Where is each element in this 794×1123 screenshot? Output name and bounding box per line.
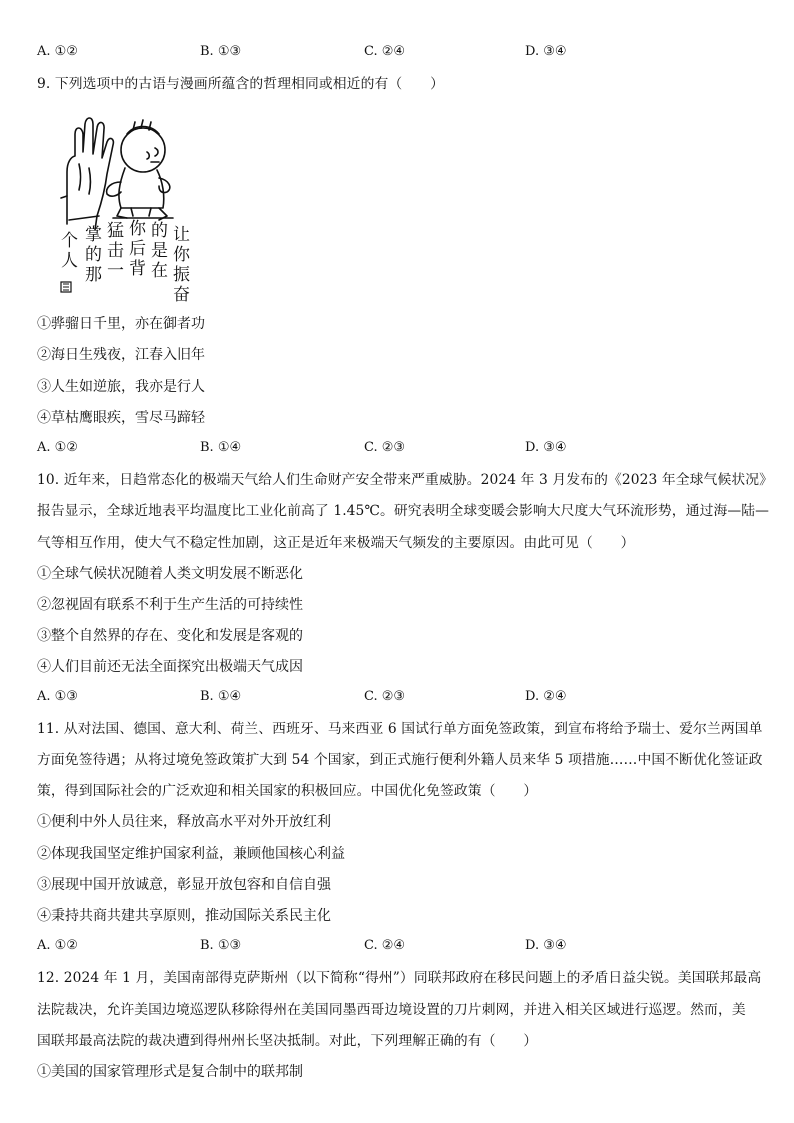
q10-item-2: ②忽视固有联系不利于生产生活的可持续性 [37,597,303,613]
svg-text:击: 击 [107,241,124,261]
svg-text:人: 人 [61,251,78,271]
q10-item-3: ③整个自然界的存在、变化和发展是客观的 [37,628,303,644]
q12-item-1: ①美国的国家管理形式是复合制中的联邦制 [37,1064,303,1080]
q9-option-b[interactable]: B. ①④ [200,440,242,455]
option-b[interactable]: B. ①③ [200,44,242,59]
svg-text:个: 个 [61,231,78,251]
q11-item-1: ①便利中外人员往来，释放高水平对外开放红利 [37,814,331,830]
svg-text:奋: 奋 [173,285,190,302]
question-9-stem: 9. 下列选项中的古语与漫画所蕴含的哲理相同或相近的有（ ） [37,76,444,92]
option-c[interactable]: C. ②④ [364,44,406,59]
svg-text:你: 你 [173,245,190,265]
svg-text:后: 后 [129,239,146,259]
question-11-stem-line-2: 方面免签待遇；从将过境免签政策扩大到 54 个国家，到正式施行便利外籍人员来华 5 项措施……中国不断优化签证政 [37,752,763,768]
q11-item-2: ②体现我国坚定维护国家利益，兼顾他国核心利益 [37,846,345,862]
q10-option-a[interactable]: A. ①③ [37,689,78,704]
q11-option-d[interactable]: D. ③④ [525,938,567,953]
svg-text:是: 是 [151,241,168,261]
q11-option-a[interactable]: A. ①② [37,938,78,953]
svg-text:你: 你 [129,219,146,239]
q10-option-c[interactable]: C. ②③ [364,689,406,704]
svg-text:在: 在 [151,261,168,281]
q9-option-c[interactable]: C. ②③ [364,440,406,455]
q11-option-b[interactable]: B. ①③ [200,938,242,953]
options-row-prev [37,44,759,62]
svg-text:振: 振 [173,265,190,285]
q9-options [37,440,759,458]
q9-item-2: ②海日生残夜，江春入旧年 [37,347,205,363]
svg-text:那: 那 [85,265,102,285]
svg-text:的: 的 [85,245,102,265]
q10-option-d[interactable]: D. ②④ [525,689,567,704]
caption-col-1: 让 [173,225,190,245]
q11-options [37,938,759,956]
cartoon-image [55,112,195,302]
question-11-stem-line-1: 11. 从对法国、德国、意大利、荷兰、西班牙、马来西亚 6 国试行单方面免签政策，到宣布将给予瑞士、爱尔兰两国单 [37,721,763,737]
q9-item-3: ③人生如逆旅，我亦是行人 [37,379,205,395]
svg-text:的: 的 [151,221,168,241]
question-10-stem-line-2: 报告显示，全球近地表平均温度比工业化前高了 1.45℃。研究表明全球变暖会影响大尺度大气环流形势，通过海—陆— [37,503,770,519]
svg-text:猛: 猛 [107,221,124,241]
question-11-stem-line-3: 策，得到国际社会的广泛欢迎和相关国家的积极回应。中国优化免签政策（ ） [37,783,538,799]
q10-item-1: ①全球气候状况随着人类文明发展不断恶化 [37,566,303,582]
q9-option-a[interactable]: A. ①② [37,440,78,455]
question-12-stem-line-1: 12. 2024 年 1 月，美国南部得克萨斯州（以下简称“得州”）同联邦政府在移民问题上的矛盾日益尖锐。美国联邦最高 [37,970,762,986]
q10-options [37,689,759,707]
option-d[interactable]: D. ③④ [525,44,567,59]
q9-option-d[interactable]: D. ③④ [525,440,567,455]
svg-text:一: 一 [107,261,124,281]
question-10-stem-line-3: 气等相互作用，使大气不稳定性加剧，这正是近年来极端天气频发的主要原因。由此可见（ ） [37,535,635,551]
q9-item-4: ④草枯鹰眼疾，雪尽马蹄轻 [37,410,205,426]
option-a[interactable]: A. ①② [37,44,78,59]
q11-item-3: ③展现中国开放诚意，彰显开放包容和自信自强 [37,877,331,893]
q11-option-c[interactable]: C. ②④ [364,938,406,953]
question-10-stem-line-1: 10. 近年来，日趋常态化的极端天气给人们生命财产安全带来严重威胁。2024 年 3 月发布的《2023 年全球气候状况》 [37,472,774,488]
q11-item-4: ④秉持共商共建共享原则，推动国际关系民主化 [37,908,331,924]
question-12-stem-line-2: 法院裁决，允许美国边境巡逻队移除得州在美国同墨西哥边境设置的刀片刺网，并进入相关区域进行巡逻。然而，美 [37,1002,746,1018]
q10-item-4: ④人们目前还无法全面探究出极端天气成因 [37,659,303,675]
q9-item-1: ①骅骝日千里，亦在御者功 [37,316,205,332]
svg-text:掌: 掌 [85,225,102,245]
svg-text:背: 背 [129,259,146,279]
q10-option-b[interactable]: B. ①④ [200,689,242,704]
question-12-stem-line-3: 国联邦最高法院的裁决遭到得州州长坚决抵制。对此，下列理解正确的有（ ） [37,1033,538,1049]
